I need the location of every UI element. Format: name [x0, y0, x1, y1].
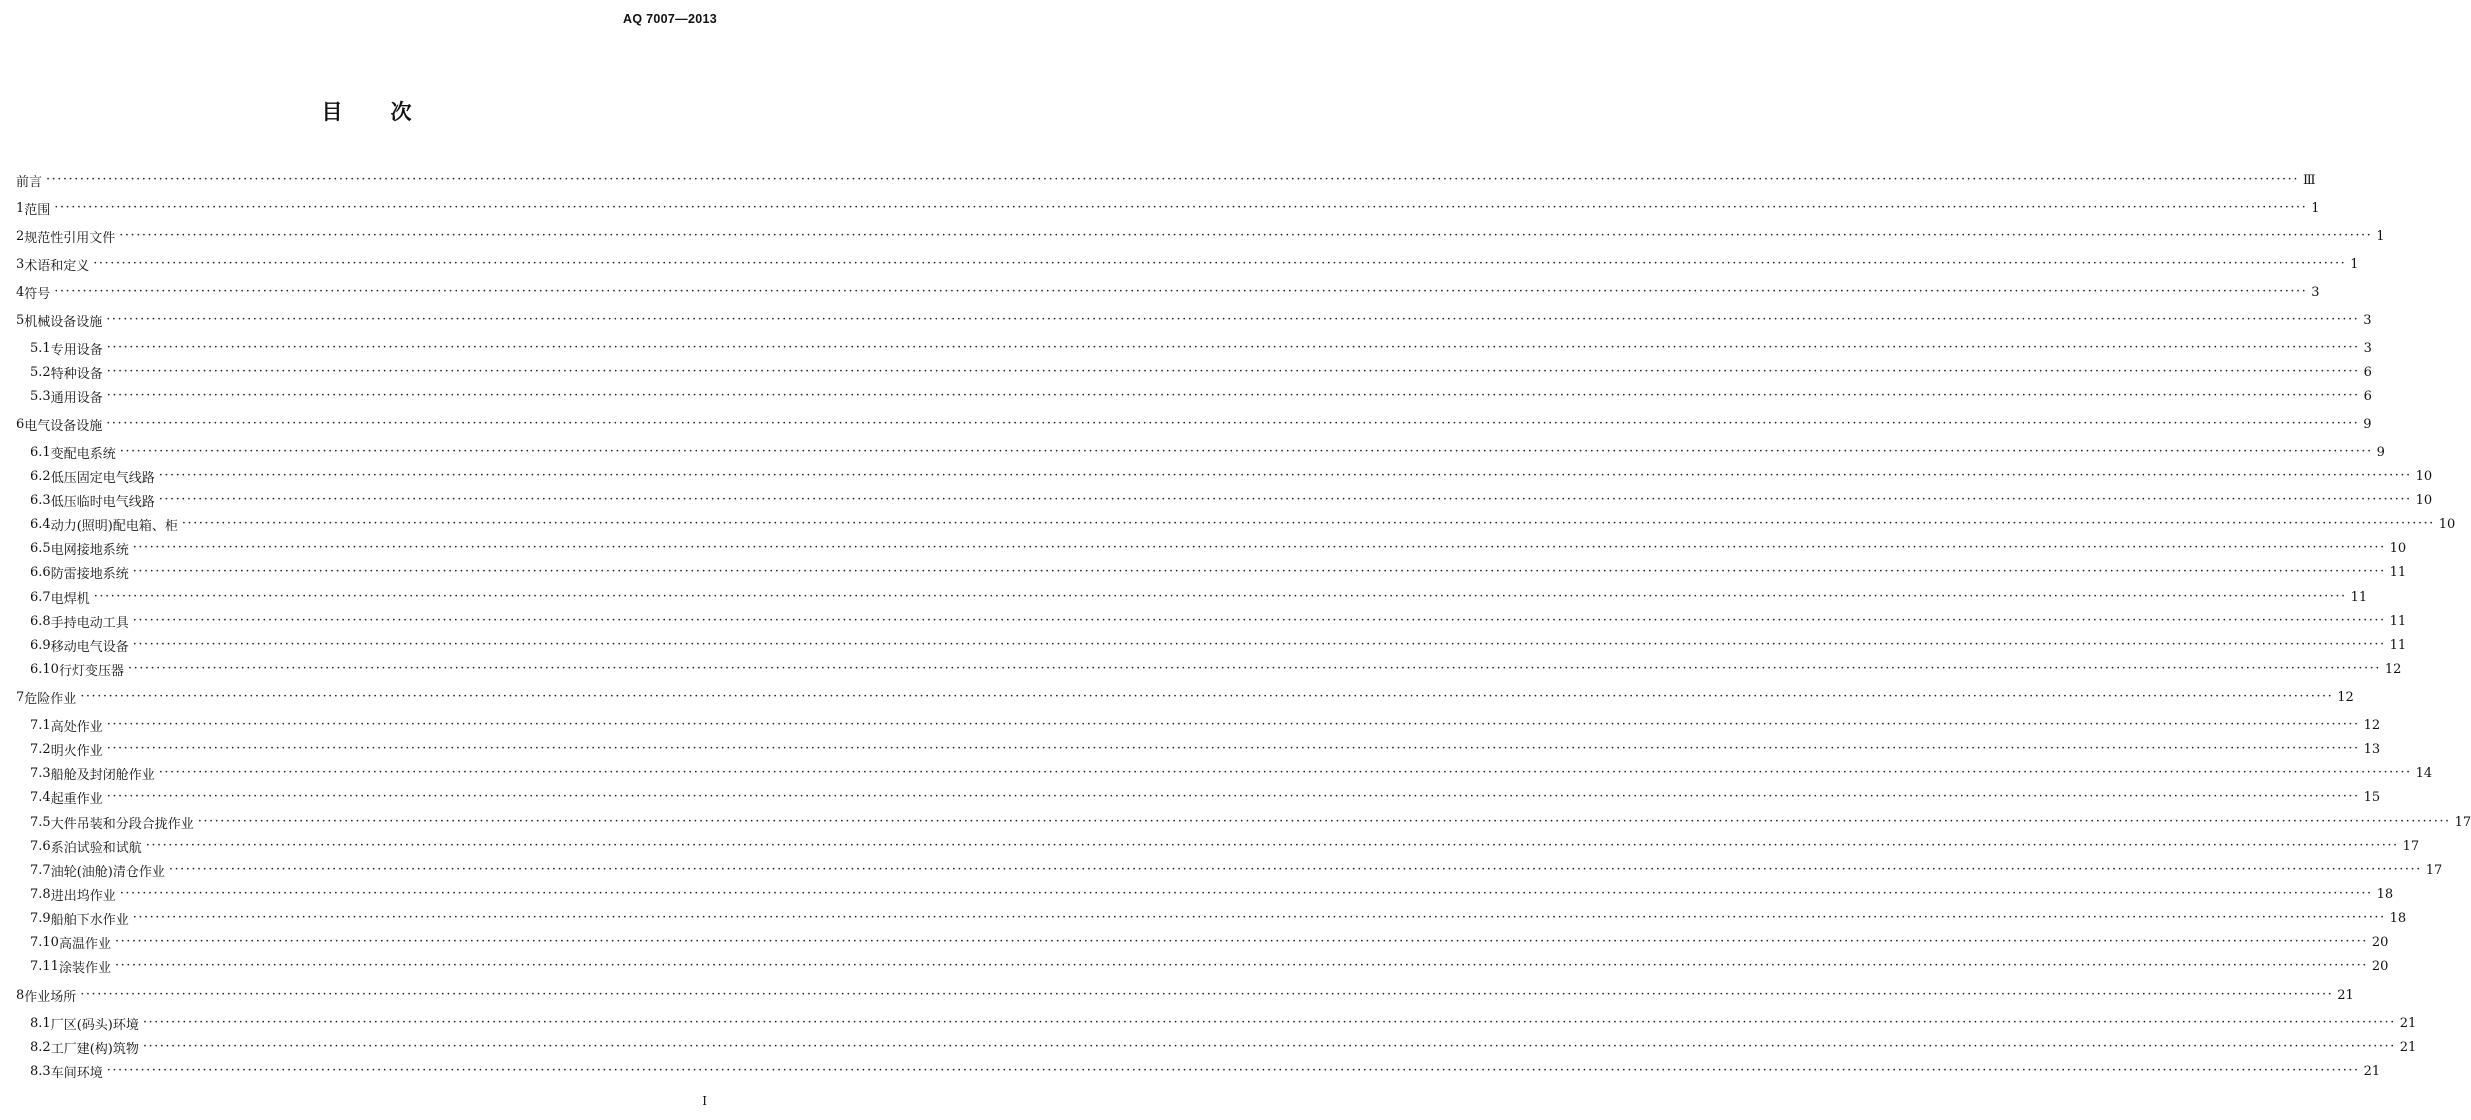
toc-entry[interactable]	[16, 985, 2354, 1005]
toc-entry-label: 范围	[24, 202, 51, 218]
toc-entry-number: 7.11	[30, 958, 59, 974]
toc-entry-label: 危险作业	[24, 691, 77, 707]
toc-leader-dots: ················································································································································································································································································································································································································	[158, 492, 2412, 507]
toc-entry[interactable]	[30, 787, 2381, 807]
toc-entry-label: 厂区(码头)环境	[50, 1017, 139, 1033]
toc-entry-page: 21	[2337, 987, 2354, 1003]
toc-entry-number: 1	[16, 200, 25, 216]
toc-entry-label: 涂装作业	[58, 960, 111, 976]
toc-entry[interactable]	[30, 490, 2433, 510]
toc-entry-number: 7.3	[30, 765, 51, 781]
toc-entry-number: 6.7	[30, 589, 51, 605]
toc-entry-page: 15	[2363, 789, 2381, 805]
toc-entry[interactable]	[16, 226, 2385, 246]
toc-leader-dots: ················································································································································································································································································································································································································	[132, 910, 2386, 925]
toc-entry-number: 6.10	[30, 661, 59, 677]
toc-entry-number: 8	[16, 987, 25, 1003]
toc-entry[interactable]	[30, 1013, 2417, 1033]
toc-entry[interactable]	[30, 442, 2385, 462]
toc-entry-number: 5.3	[30, 388, 51, 404]
toc-entry-label: 进出坞作业	[50, 888, 116, 904]
toc-entry-number: 7.5	[30, 814, 51, 830]
toc-entry-label: 行灯变压器	[58, 663, 124, 679]
toc-leader-dots: ················································································································································································································································································································································································································	[80, 987, 2334, 1002]
toc-entry-label: 电焊机	[50, 591, 90, 607]
toc-entry-page: 10	[2415, 492, 2433, 508]
toc-entry-number: 7.7	[30, 862, 51, 878]
toc-entry-page: 17	[2402, 838, 2420, 854]
toc-entry-page: 6	[2363, 388, 2372, 404]
toc-entry-number: 7.6	[30, 838, 51, 854]
toc-entry-label: 油轮(油舱)清仓作业	[50, 864, 165, 880]
toc-leader-dots: ················································································································································································································································································································································································································	[93, 256, 2347, 271]
standard-code: AQ 7007—2013	[623, 12, 717, 26]
toc-entry[interactable]	[30, 466, 2433, 486]
toc-entry-label: 车间环境	[50, 1065, 103, 1081]
toc-entry-label: 变配电系统	[50, 446, 116, 462]
toc-leader-dots: ················································································································································································································································································································································································································	[132, 564, 2386, 579]
toc-entry-number: 8.1	[30, 1015, 51, 1031]
toc-entry[interactable]	[30, 338, 2372, 358]
toc-entry-page: 12	[2363, 717, 2381, 733]
toc-entry-page: 11	[2389, 613, 2407, 629]
toc-entry-page: 3	[2363, 340, 2372, 356]
toc-leader-dots: ················································································································································································································································································································································································································	[106, 741, 2360, 756]
toc-leader-dots: ················································································································································································································································································································································································································	[168, 862, 2422, 877]
toc-entry-page: 3	[2311, 284, 2320, 300]
toc-entry-label: 高温作业	[58, 936, 111, 952]
toc-entry-page: 18	[2376, 886, 2394, 902]
toc-entry-label: 移动电气设备	[50, 639, 129, 655]
toc-entry[interactable]	[30, 514, 2456, 534]
toc-entry-page: 11	[2350, 589, 2368, 605]
toc-entry-number: 7	[16, 689, 25, 705]
toc-leader-dots: ················································································································································································································································································································································································································	[114, 958, 2368, 973]
toc-leader-dots: ················································································································································································································································································································································································································	[158, 468, 2412, 483]
toc-leader-dots: ················································································································································································································································································································································································································	[46, 172, 2299, 187]
toc-entry-number: 6	[16, 416, 25, 432]
toc-entry-label: 低压固定电气线路	[50, 470, 155, 486]
toc-entry-number: 2	[16, 228, 25, 244]
toc-entry-page: 1	[2350, 256, 2359, 272]
toc-entry-page: 21	[2399, 1039, 2417, 1055]
toc-entry[interactable]	[30, 562, 2407, 582]
toc-entry-page: 12	[2384, 661, 2402, 677]
toc-leader-dots: ················································································································································································································································································································································································································	[106, 416, 2360, 431]
toc-entry[interactable]	[30, 860, 2443, 880]
toc-entry-number: 6.2	[30, 468, 51, 484]
toc-entry-number: 6.3	[30, 492, 51, 508]
toc-entry-label: 通用设备	[50, 390, 103, 406]
toc-entry[interactable]	[30, 908, 2407, 928]
toc-entry-number: 3	[16, 256, 25, 272]
toc-entry-label: 系泊试验和试航	[50, 840, 142, 856]
toc-entry-number: 6.4	[30, 516, 51, 532]
toc-leader-dots: ················································································································································································································································································································································································································	[145, 838, 2399, 853]
toc-entry-page: 10	[2438, 516, 2456, 532]
toc-entry-page: 11	[2389, 564, 2407, 580]
toc-entry-page: 17	[2425, 862, 2443, 878]
toc-entry[interactable]	[16, 414, 2372, 434]
toc-entry-label: 电网接地系统	[50, 542, 129, 558]
toc-entry[interactable]	[30, 1061, 2381, 1081]
toc-leader-dots: ················································································································································································································································································································································································································	[80, 689, 2334, 704]
toc-leader-dots: ················································································································································································································································································································································································································	[106, 717, 2360, 732]
toc-entry[interactable]	[16, 198, 2320, 218]
toc-entry[interactable]	[30, 635, 2407, 655]
toc-entry[interactable]	[30, 956, 2389, 976]
toc-leader-dots: ················································································································································································································································································································································································································	[106, 789, 2360, 804]
toc-entry[interactable]	[16, 170, 2316, 190]
toc-entry-label: 动力(照明)配电箱、柜	[50, 518, 178, 534]
toc-entry-number: 7.2	[30, 741, 51, 757]
toc-leader-dots: ················································································································································································································································································································································································································	[119, 886, 2373, 901]
toc-entry[interactable]	[30, 812, 2471, 832]
toc-entry[interactable]	[30, 1037, 2417, 1057]
toc-entry[interactable]	[30, 715, 2381, 735]
toc-entry[interactable]	[16, 254, 2359, 274]
toc-entry[interactable]	[30, 538, 2407, 558]
toc-entry-label: 船舶下水作业	[50, 912, 129, 928]
toc-entry-label: 工厂建(构)筑物	[50, 1041, 139, 1057]
toc-entry-label: 明火作业	[50, 743, 103, 759]
toc-entry[interactable]	[30, 362, 2372, 382]
toc-entry-label: 手持电动工具	[50, 615, 129, 631]
toc-entry-number: 5.2	[30, 364, 51, 380]
toc-leader-dots: ················································································································································································································································································································································································································	[54, 284, 2308, 299]
page-title: 目次	[321, 99, 460, 124]
toc-entry-page: 14	[2415, 765, 2433, 781]
toc-leader-dots: ················································································································································································································································································································································································································	[142, 1015, 2396, 1030]
toc-entry[interactable]	[16, 282, 2320, 302]
toc-entry[interactable]	[30, 659, 2402, 679]
toc-entry-page: 10	[2389, 540, 2407, 556]
toc-entry-label: 作业场所	[24, 989, 77, 1005]
toc-entry-page: 9	[2363, 416, 2372, 432]
toc-entry-number: 7.8	[30, 886, 51, 902]
toc-entry-label: 特种设备	[50, 366, 103, 382]
toc-leader-dots: ················································································································································································································································································································································································································	[132, 540, 2386, 555]
toc-entry-page: 18	[2389, 910, 2407, 926]
toc-entry-label: 电气设备设施	[24, 418, 103, 434]
toc-entry-page: 20	[2371, 934, 2389, 950]
toc-leader-dots: ················································································································································································································································································································································································································	[119, 228, 2373, 243]
toc-entry-page: 12	[2337, 689, 2354, 705]
toc-entry-page: 1	[2311, 200, 2320, 216]
toc-entry-number: 6.6	[30, 564, 51, 580]
toc-leader-dots: ················································································································································································································································································································································································································	[106, 340, 2360, 355]
page-number: I	[702, 1094, 707, 1108]
toc-entry-label: 前言	[16, 174, 43, 190]
toc-entry-number: 8.2	[30, 1039, 51, 1055]
toc-leader-dots: ················································································································································································································································································································································································································	[106, 312, 2360, 327]
toc-leader-dots: ················································································································································································································································································································································································································	[127, 661, 2381, 676]
toc-entry-number: 7.1	[30, 717, 51, 733]
toc-leader-dots: ················································································································································································································································································································································································································	[93, 589, 2347, 604]
toc-entry-page: Ⅲ	[2302, 172, 2316, 188]
toc-entry-label: 船舱及封闭舱作业	[50, 767, 155, 783]
toc-entry-page: 10	[2415, 468, 2433, 484]
toc-entry-label: 符号	[24, 286, 51, 302]
toc-leader-dots: ················································································································································································································································································································································································································	[106, 364, 2360, 379]
toc-entry-label: 低压临时电气线路	[50, 494, 155, 510]
toc-entry-page: 21	[2399, 1015, 2417, 1031]
toc-leader-dots: ················································································································································································································································································································································································································	[119, 444, 2373, 459]
toc-entry-number: 5	[16, 312, 25, 328]
toc-entry-number: 6.8	[30, 613, 51, 629]
toc-entry-label: 防雷接地系统	[50, 566, 129, 582]
toc-entry[interactable]	[16, 687, 2354, 707]
toc-entry-page: 13	[2363, 741, 2381, 757]
toc-entry-label: 起重作业	[50, 791, 103, 807]
toc-entry[interactable]	[16, 310, 2372, 330]
toc-entry-page: 21	[2363, 1063, 2381, 1079]
toc-entry-number: 4	[16, 284, 25, 300]
toc-entry[interactable]	[30, 587, 2368, 607]
toc-entry[interactable]	[30, 611, 2407, 631]
toc-entry-page: 6	[2363, 364, 2372, 380]
toc-entry-label: 术语和定义	[24, 258, 90, 274]
toc-entry-number: 6.1	[30, 444, 51, 460]
toc-entry-number: 6.9	[30, 637, 51, 653]
toc-entry-page: 1	[2376, 228, 2385, 244]
toc-leader-dots: ················································································································································································································································································································································································································	[114, 934, 2368, 949]
toc-leader-dots: ················································································································································································································································································································································································································	[132, 613, 2386, 628]
toc-entry-number: 7.10	[30, 934, 59, 950]
toc-leader-dots: ················································································································································································································································································································································································································	[142, 1039, 2396, 1054]
toc-entry-page: 9	[2376, 444, 2385, 460]
toc-leader-dots: ················································································································································································································································································································································································································	[181, 516, 2435, 531]
toc-entry-number: 8.3	[30, 1063, 51, 1079]
toc-entry-number: 7.4	[30, 789, 51, 805]
toc-entry-page: 20	[2371, 958, 2389, 974]
toc-leader-dots: ················································································································································································································································································································································································································	[132, 637, 2386, 652]
toc-leader-dots: ················································································································································································································································································································································································································	[158, 765, 2412, 780]
toc-entry[interactable]	[30, 739, 2381, 759]
toc-entry[interactable]	[30, 836, 2420, 856]
toc-entry[interactable]	[30, 884, 2394, 904]
toc-entry-number: 5.1	[30, 340, 51, 356]
toc-leader-dots: ················································································································································································································································································································································································································	[197, 814, 2451, 829]
toc-entry-label: 专用设备	[50, 342, 103, 358]
toc-leader-dots: ················································································································································································································································································································································································································	[54, 200, 2308, 215]
toc-leader-dots: ················································································································································································································································································································································································································	[106, 388, 2360, 403]
toc-entry-label: 高处作业	[50, 719, 103, 735]
toc-entry-page: 17	[2454, 814, 2471, 830]
toc-entry-label: 大件吊装和分段合拢作业	[50, 816, 194, 832]
toc-entry-number: 6.5	[30, 540, 51, 556]
toc-entry[interactable]	[30, 386, 2372, 406]
toc-entry-label: 规范性引用文件	[24, 230, 116, 246]
toc-leader-dots: ················································································································································································································································································································································································································	[106, 1063, 2360, 1078]
toc-entry[interactable]	[30, 763, 2433, 783]
toc-entry-page: 11	[2389, 637, 2407, 653]
toc-entry-page: 3	[2363, 312, 2372, 328]
toc-entry-number: 7.9	[30, 910, 51, 926]
toc-entry-label: 机械设备设施	[24, 314, 103, 330]
toc-entry[interactable]	[30, 932, 2389, 952]
